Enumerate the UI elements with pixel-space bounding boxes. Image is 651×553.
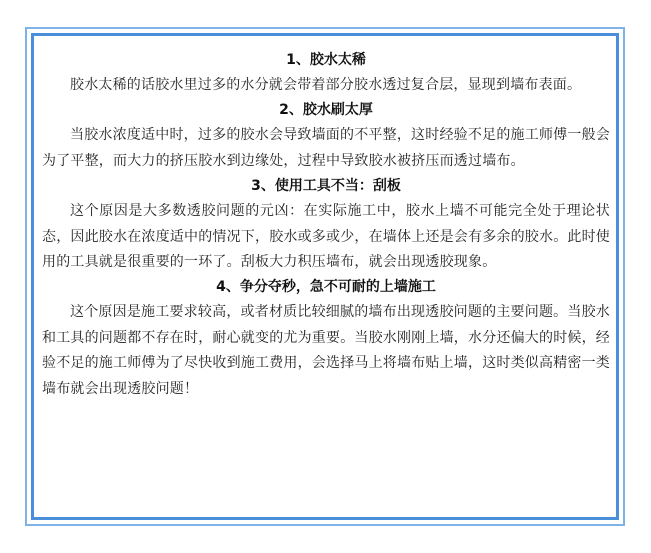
section-3 [42,174,610,275]
section-body: 这个原因是施工要求较高，或者材质比较细腻的墙布出现透胶问题的主要问题。当胶水和工具的问题都不存在时，耐心就变的尤为重要。当胶水刚刚上墙，水分还偏大的时候，经验不足的施工师傅为了尽快收到施工费用，会选择马上将墙布贴上墙，这时类似高精密一类墙布就会出现透胶问题！ [42,304,610,397]
section-title: 2、胶水刷太厚 [279,102,373,119]
section-2 [42,98,610,174]
section-title: 3、使用工具不当：刮板 [251,178,401,195]
article-content [42,48,610,402]
section-body: 当胶水浓度适中时，过多的胶水会导致墙面的不平整，这时经验不足的施工师傅一般会为了平整，而大力的挤压胶水到边缘处，过程中导致胶水被挤压而透过墙布。 [42,127,610,169]
section-body: 胶水太稀的话胶水里过多的水分就会带着部分胶水透过复合层，显现到墙布表面。 [70,77,582,93]
section-title: 4、争分夺秒，急不可耐的上墙施工 [216,279,436,296]
section-4 [42,275,610,402]
section-1 [42,48,610,98]
section-body: 这个原因是大多数透胶问题的元凶：在实际施工中，胶水上墙不可能完全处于理论状态，因此胶水在浓度适中的情况下，胶水或多或少，在墙体上还是会有多余的胶水。此时使用的工具就是很重要的一环了。刮板大力积压墙布，就会出现透胶现象。 [42,203,610,271]
section-title: 1、胶水太稀 [286,52,366,68]
